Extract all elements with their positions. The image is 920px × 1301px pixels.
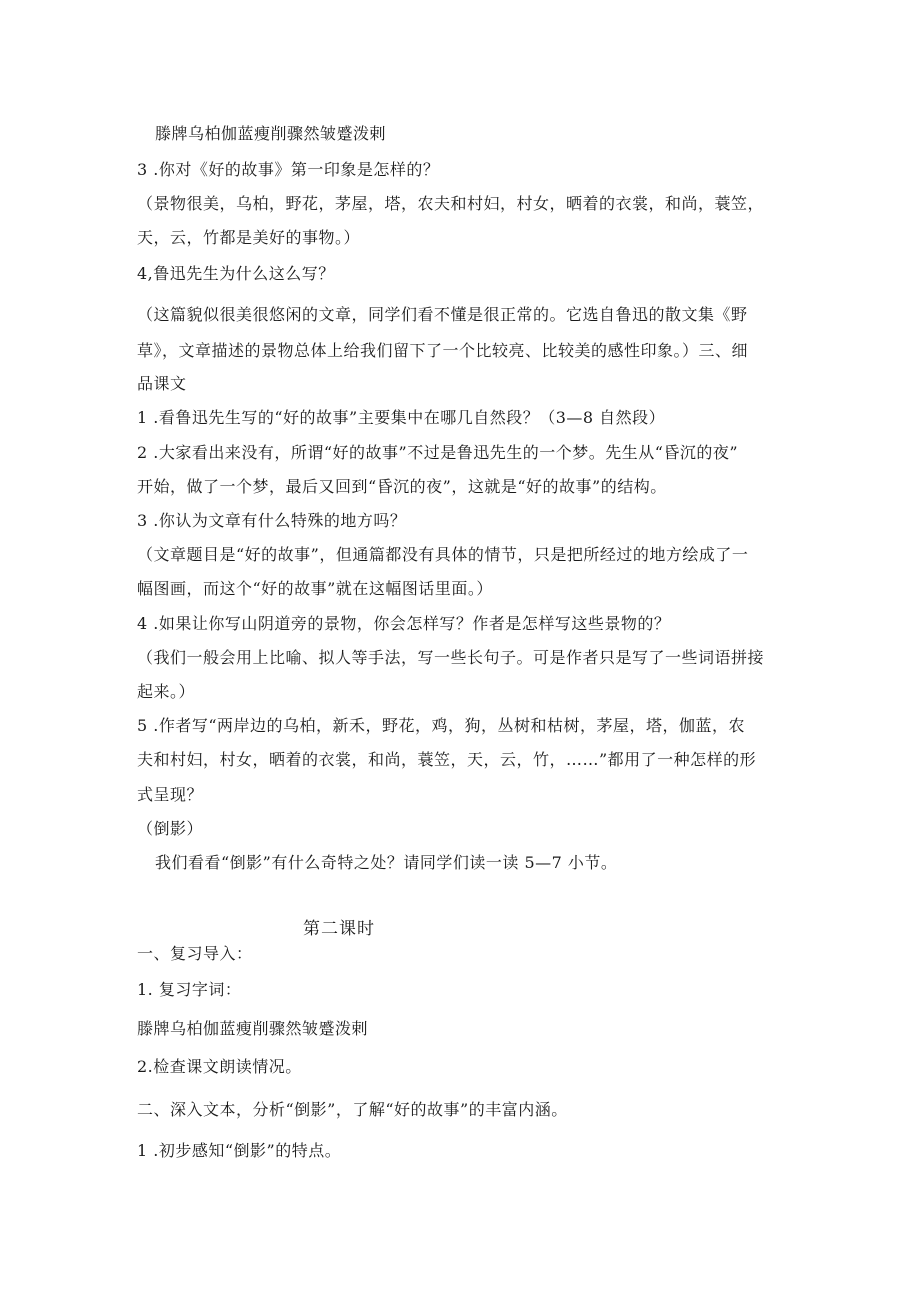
section-3-title: 品课文 — [137, 374, 187, 393]
review-words-label: 1. 复习字词： — [137, 980, 242, 999]
detail-answer-4-line-1: （我们一般会用上比喻、拟人等手法，写一些长句子。可是作者只是写了一些词语拼接 — [137, 648, 765, 667]
detail-answer-5: （倒影） — [137, 819, 204, 838]
detail-question-5-line-2: 夫和村妇，村女，晒着的衣裳，和尚，蓑笠，天，云，竹，……”都用了一种怎样的形 — [137, 750, 757, 769]
detail-question-3: 3 .你认为文章有什么特殊的地方吗？ — [137, 511, 407, 530]
review-vocab-line: 滕牌乌柏伽蓝瘦削骤然皱蹙泼剌 — [137, 1019, 369, 1038]
detail-answer-3-line-1: （文章题目是“好的故事”，但通篇都没有具体的情节，只是把所经过的地方绘成了一 — [137, 545, 749, 564]
detail-question-1: 1 .看鲁迅先生写的“好的故事”主要集中在哪几自然段？（3—8 自然段） — [137, 408, 666, 427]
detail-question-5-line-3: 式呈现？ — [137, 785, 204, 804]
question-4: 4,鲁迅先生为什么这么写？ — [137, 264, 335, 283]
detail-answer-4-line-2: 起来。） — [137, 682, 196, 701]
detail-question-2-line-2: 开始，做了一个梦，最后又回到“昏沉的夜”，这就是“好的故事”的结构。 — [137, 477, 667, 496]
question-3: 3 .你对《好的故事》第一印象是怎样的？ — [137, 160, 440, 179]
answer-3-line-2: 天，云，竹都是美好的事物。） — [137, 228, 361, 247]
section-1-title: 一、复习导入： — [137, 944, 253, 963]
detail-question-4: 4 .如果让你写山阴道旁的景物，你会怎样写？作者是怎样写这些景物的？ — [137, 614, 671, 633]
answer-4-line-1: （这篇貌似很美很悠闲的文章，同学们看不懂是很正常的。它选自鲁迅的散文集《野 — [137, 305, 748, 324]
lesson-2-heading: 第二课时 — [303, 919, 375, 939]
section-2-title: 二、深入文本，分析“倒影”，了解“好的故事”的丰富内涵。 — [137, 1100, 568, 1119]
reflection-prompt: 我们看看“倒影”有什么奇特之处？请同学们读一读 5—7 小节。 — [155, 853, 618, 872]
detail-question-2-line-1: 2 .大家看出来没有，所谓“好的故事”不过是鲁迅先生的一个梦。先生从“昏沉的夜” — [137, 443, 739, 462]
reading-check: 2.检查课文朗读情况。 — [137, 1057, 302, 1076]
answer-4-line-2: 草》，文章描述的景物总体上给我们留下了一个比较亮、比较美的感性印象。）三、细 — [137, 341, 749, 360]
first-perception: 1 .初步感知“倒影”的特点。 — [137, 1141, 342, 1160]
detail-question-5-line-1: 5 .作者写“两岸边的乌柏，新禾，野花，鸡，狗，丛树和枯树，茅屋，塔，伽蓝，农 — [137, 716, 746, 735]
answer-3-line-1: （景物很美，乌柏，野花，茅屋，塔，农夫和村妇，村女，晒着的衣裳，和尚，蓑笠， — [137, 194, 765, 213]
detail-answer-3-line-2: 幅图画，而这个“好的故事”就在这幅图话里面。） — [137, 579, 493, 598]
vocab-line: 滕牌乌柏伽蓝瘦削骤然皱蹙泼剌 — [155, 124, 387, 143]
